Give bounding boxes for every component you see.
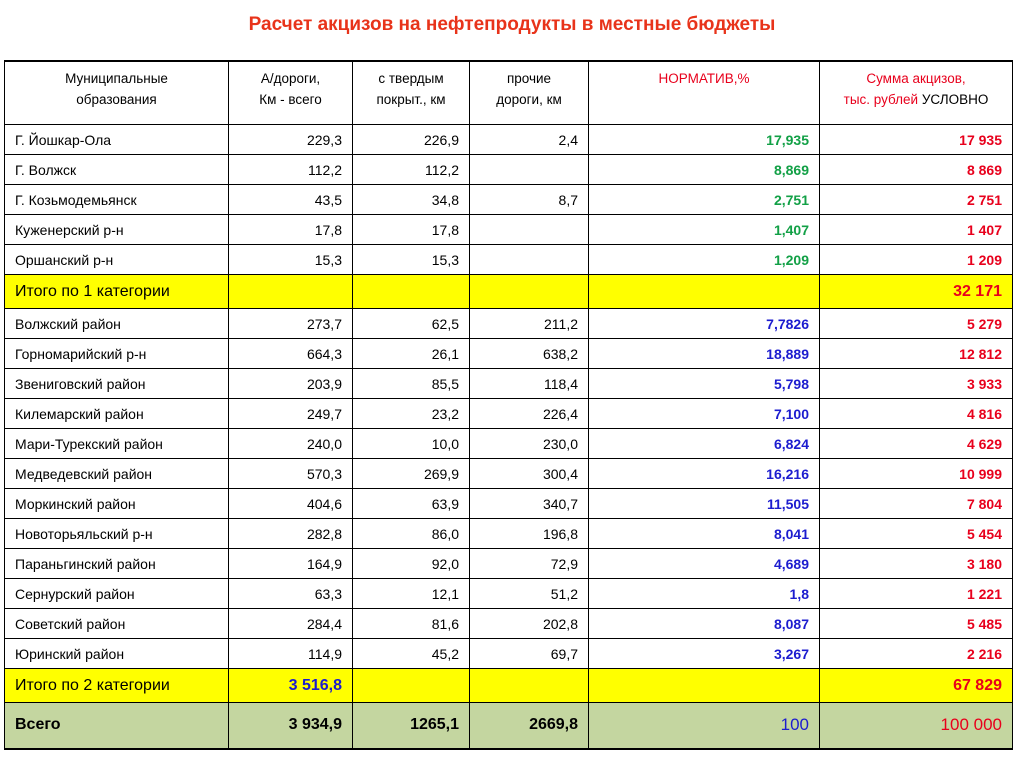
roads-paved: 17,8 bbox=[353, 215, 470, 245]
table-row bbox=[5, 609, 1013, 639]
roads-other: 202,8 bbox=[470, 609, 589, 639]
roads-paved: 85,5 bbox=[353, 369, 470, 399]
grand-total-normative: 100 bbox=[589, 703, 820, 749]
excise-sum: 12 812 bbox=[820, 339, 1013, 369]
roads-paved: 23,2 bbox=[353, 399, 470, 429]
roads-other: 118,4 bbox=[470, 369, 589, 399]
roads-paved: 269,9 bbox=[353, 459, 470, 489]
table-row bbox=[5, 459, 1013, 489]
normative-value: 5,798 bbox=[589, 369, 820, 399]
table-row bbox=[5, 185, 1013, 215]
roads-paved: 81,6 bbox=[353, 609, 470, 639]
header-other-roads: прочие дороги, км bbox=[470, 61, 589, 125]
excise-sum: 2 751 bbox=[820, 185, 1013, 215]
table-row bbox=[5, 369, 1013, 399]
table-row bbox=[5, 155, 1013, 185]
empty-cell bbox=[589, 275, 820, 309]
normative-value: 3,267 bbox=[589, 639, 820, 669]
table-row bbox=[5, 489, 1013, 519]
roads-total: 63,3 bbox=[229, 579, 353, 609]
roads-other: 211,2 bbox=[470, 309, 589, 339]
normative-value: 1,8 bbox=[589, 579, 820, 609]
roads-total: 240,0 bbox=[229, 429, 353, 459]
subtotal-row-category-1 bbox=[5, 275, 1013, 309]
grand-total-other: 2669,8 bbox=[470, 703, 589, 749]
municipality-name: Новоторьяльский р-н bbox=[5, 519, 229, 549]
municipality-name: Куженерский р-н bbox=[5, 215, 229, 245]
table-row bbox=[5, 125, 1013, 155]
normative-value: 1,407 bbox=[589, 215, 820, 245]
table-row bbox=[5, 215, 1013, 245]
normative-value: 11,505 bbox=[589, 489, 820, 519]
roads-total: 249,7 bbox=[229, 399, 353, 429]
roads-other: 230,0 bbox=[470, 429, 589, 459]
header-roads-total: А/дороги, Км - всего bbox=[229, 61, 353, 125]
municipality-name: Сернурский район bbox=[5, 579, 229, 609]
roads-other: 638,2 bbox=[470, 339, 589, 369]
subtotal-roads-total: 3 516,8 bbox=[229, 669, 353, 703]
roads-total: 664,3 bbox=[229, 339, 353, 369]
normative-value: 4,689 bbox=[589, 549, 820, 579]
subtotal-row-category-2 bbox=[5, 669, 1013, 703]
grand-total-paved: 1265,1 bbox=[353, 703, 470, 749]
roads-paved: 12,1 bbox=[353, 579, 470, 609]
roads-total: 273,7 bbox=[229, 309, 353, 339]
excise-sum: 5 454 bbox=[820, 519, 1013, 549]
empty-cell bbox=[353, 275, 470, 309]
roads-paved: 62,5 bbox=[353, 309, 470, 339]
roads-other: 226,4 bbox=[470, 399, 589, 429]
roads-other: 196,8 bbox=[470, 519, 589, 549]
municipality-name: Волжский район bbox=[5, 309, 229, 339]
table-row bbox=[5, 309, 1013, 339]
excise-sum: 1 407 bbox=[820, 215, 1013, 245]
roads-other: 8,7 bbox=[470, 185, 589, 215]
municipality-name: Г. Козьмодемьянск bbox=[5, 185, 229, 215]
normative-value: 16,216 bbox=[589, 459, 820, 489]
subtotal-label: Итого по 1 категории bbox=[5, 275, 229, 309]
excise-sum: 1 221 bbox=[820, 579, 1013, 609]
excise-sum: 17 935 bbox=[820, 125, 1013, 155]
municipality-name: Мари-Турекский район bbox=[5, 429, 229, 459]
empty-cell bbox=[589, 669, 820, 703]
municipality-name: Советский район bbox=[5, 609, 229, 639]
municipality-name: Моркинский район bbox=[5, 489, 229, 519]
roads-total: 404,6 bbox=[229, 489, 353, 519]
empty-cell bbox=[470, 275, 589, 309]
roads-total: 15,3 bbox=[229, 245, 353, 275]
excise-sum: 5 485 bbox=[820, 609, 1013, 639]
header-municipalities: Муниципальные образования bbox=[5, 61, 229, 125]
roads-other bbox=[470, 215, 589, 245]
municipality-name: Параньгинский район bbox=[5, 549, 229, 579]
table-row bbox=[5, 579, 1013, 609]
subtotal-sum: 32 171 bbox=[820, 275, 1013, 309]
roads-paved: 86,0 bbox=[353, 519, 470, 549]
roads-paved: 45,2 bbox=[353, 639, 470, 669]
roads-total: 164,9 bbox=[229, 549, 353, 579]
normative-value: 1,209 bbox=[589, 245, 820, 275]
roads-paved: 63,9 bbox=[353, 489, 470, 519]
table-row bbox=[5, 429, 1013, 459]
municipality-name: Килемарский район bbox=[5, 399, 229, 429]
roads-paved: 226,9 bbox=[353, 125, 470, 155]
excise-sum: 10 999 bbox=[820, 459, 1013, 489]
header-normative: НОРМАТИВ,% bbox=[589, 61, 820, 125]
subtotal-sum: 67 829 bbox=[820, 669, 1013, 703]
roads-total: 570,3 bbox=[229, 459, 353, 489]
table-row bbox=[5, 639, 1013, 669]
roads-paved: 10,0 bbox=[353, 429, 470, 459]
excise-sum: 5 279 bbox=[820, 309, 1013, 339]
empty-cell bbox=[470, 669, 589, 703]
roads-other: 72,9 bbox=[470, 549, 589, 579]
roads-total: 229,3 bbox=[229, 125, 353, 155]
header-excise-sum: Сумма акцизов, тыс. рублей УСЛОВНО bbox=[820, 61, 1013, 125]
roads-other bbox=[470, 245, 589, 275]
normative-value: 8,087 bbox=[589, 609, 820, 639]
roads-total: 282,8 bbox=[229, 519, 353, 549]
roads-other: 51,2 bbox=[470, 579, 589, 609]
municipality-name: Горномарийский р-н bbox=[5, 339, 229, 369]
roads-paved: 26,1 bbox=[353, 339, 470, 369]
page-title: Расчет акцизов на нефтепродукты в местные бюджеты bbox=[248, 14, 776, 35]
table-row bbox=[5, 245, 1013, 275]
excise-sum: 1 209 bbox=[820, 245, 1013, 275]
municipality-name: Медведевский район bbox=[5, 459, 229, 489]
roads-total: 284,4 bbox=[229, 609, 353, 639]
municipality-name: Юринский район bbox=[5, 639, 229, 669]
normative-value: 7,7826 bbox=[589, 309, 820, 339]
excise-sum: 7 804 bbox=[820, 489, 1013, 519]
normative-value: 18,889 bbox=[589, 339, 820, 369]
excise-sum: 8 869 bbox=[820, 155, 1013, 185]
excise-table bbox=[4, 60, 1013, 750]
municipality-name: Г. Волжск bbox=[5, 155, 229, 185]
grand-total-sum: 100 000 bbox=[820, 703, 1013, 749]
roads-total: 17,8 bbox=[229, 215, 353, 245]
roads-other bbox=[470, 155, 589, 185]
normative-value: 2,751 bbox=[589, 185, 820, 215]
table-row bbox=[5, 519, 1013, 549]
roads-total: 114,9 bbox=[229, 639, 353, 669]
excise-sum: 3 933 bbox=[820, 369, 1013, 399]
roads-other: 69,7 bbox=[470, 639, 589, 669]
table-row bbox=[5, 549, 1013, 579]
subtotal-roads-total bbox=[229, 275, 353, 309]
normative-value: 7,100 bbox=[589, 399, 820, 429]
roads-other: 2,4 bbox=[470, 125, 589, 155]
table-row bbox=[5, 339, 1013, 369]
subtotal-label: Итого по 2 категории bbox=[5, 669, 229, 703]
excise-sum: 4 816 bbox=[820, 399, 1013, 429]
roads-other: 340,7 bbox=[470, 489, 589, 519]
roads-total: 112,2 bbox=[229, 155, 353, 185]
excise-sum: 2 216 bbox=[820, 639, 1013, 669]
empty-cell bbox=[353, 669, 470, 703]
excise-sum: 4 629 bbox=[820, 429, 1013, 459]
roads-other: 300,4 bbox=[470, 459, 589, 489]
roads-paved: 34,8 bbox=[353, 185, 470, 215]
roads-paved: 15,3 bbox=[353, 245, 470, 275]
grand-total-row bbox=[5, 703, 1013, 749]
header-row bbox=[5, 61, 1013, 125]
roads-paved: 92,0 bbox=[353, 549, 470, 579]
normative-value: 8,869 bbox=[589, 155, 820, 185]
grand-total-label: Всего bbox=[5, 703, 229, 749]
municipality-name: Оршанский р-н bbox=[5, 245, 229, 275]
roads-paved: 112,2 bbox=[353, 155, 470, 185]
roads-total: 43,5 bbox=[229, 185, 353, 215]
municipality-name: Г. Йошкар-Ола bbox=[5, 125, 229, 155]
normative-value: 6,824 bbox=[589, 429, 820, 459]
normative-value: 8,041 bbox=[589, 519, 820, 549]
header-paved: с твердым покрыт., км bbox=[353, 61, 470, 125]
excise-sum: 3 180 bbox=[820, 549, 1013, 579]
normative-value: 17,935 bbox=[589, 125, 820, 155]
grand-total-roads: 3 934,9 bbox=[229, 703, 353, 749]
roads-total: 203,9 bbox=[229, 369, 353, 399]
table-row bbox=[5, 399, 1013, 429]
municipality-name: Звениговский район bbox=[5, 369, 229, 399]
